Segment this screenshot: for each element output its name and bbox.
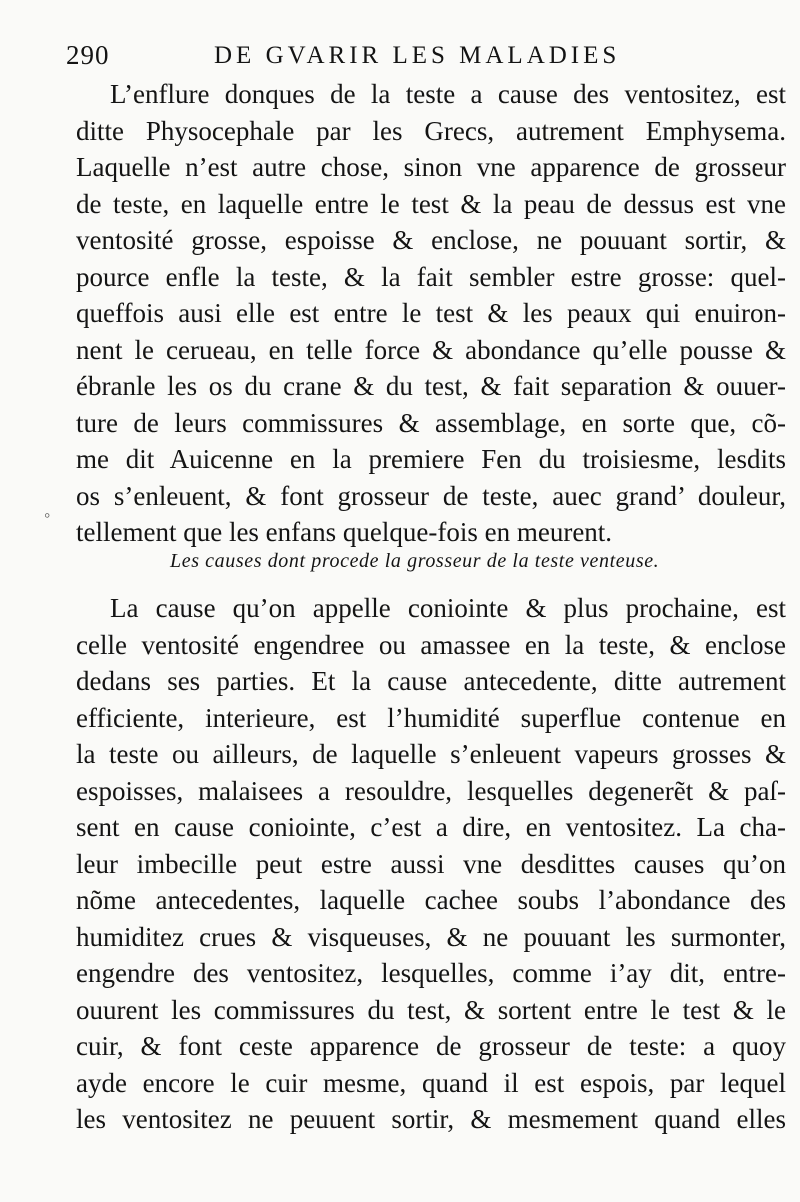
text-line: sent en cause coniointe, c’est a dire, en ventositez. La cha- [76,812,786,842]
text-line: os s’enleuent, & font grosseur de teste, auec grand’ douleur, [76,480,786,511]
text-line: ayde encore le cuir mesme, quand il est espois, par lequel [76,1067,786,1098]
text-line: efficiente, interieure, est l’humidité superflue contenue en [76,702,786,733]
text-line: la teste ou ailleurs, de laquelle s’enleuent vapeurs grosses & [76,739,786,769]
text-line: ventosité grosse, espoisse & enclose, ne pouuant sortir, & [76,225,786,255]
text-line: nent le cerueau, en telle force & abondance qu’elle pousse & [76,334,786,365]
paragraph-2 [76,590,786,1138]
page-number: 290 [66,40,110,70]
running-title: DE GVARIR LES MALADIES [214,42,621,69]
paragraph-1 [76,76,786,551]
text-line: cuir, & font ceste apparence de grosseur de teste: a quoy [76,1031,786,1061]
text-line: celle ventosité engendree ou amassee en la teste, & enclose [76,629,786,660]
page-header [66,40,796,76]
text-line: L’enflure donques de la teste a cause des ventositez, est [110,79,786,109]
text-line: nõme antecedentes, laquelle cachee soubs l’abondance des [76,885,786,915]
text-line: humiditez crues & visqueuses, & ne pouuant les surmonter, [76,921,786,952]
text-line: Laquelle n’est autre chose, sinon vne apparence de grosseur [76,152,786,182]
text-line: de teste, en laquelle entre le test & la peau de dessus est vne [76,188,786,219]
text-line: espoisses, malaisees a resouldre, lesquelles degenerẽt & paſ- [76,775,786,806]
text-line: ébranle les os du crane & du test, & fait separation & ouuer- [76,371,786,401]
text-line: ouurent les commissures du test, & sortent entre le test & le [76,994,786,1025]
text-line: La cause qu’on appelle coniointe & plus prochaine, est [110,593,786,623]
text-line: ture de leurs commissures & assemblage, en sorte que, cõ- [76,407,786,438]
section-subheading: Les causes dont procede la grosseur de la teste venteuse. [170,550,660,572]
text-line: les ventositez ne peuuent sortir, & mesmement quand elles [76,1104,786,1134]
text-line: engendre des ventositez, lesquelles, comme i’ay dit, entre- [76,958,786,988]
text-line: leur imbecille peut estre aussi vne desdittes causes qu’on [76,848,786,879]
text-line: me dit Auicenne en la premiere Fen du troisiesme, lesdits [76,444,786,474]
text-line: ditte Physocephale par les Grecs, autrement Emphysema. [76,115,786,146]
text-line: dedans ses parties. Et la cause antecedente, ditte autrement [76,666,786,696]
margin-mark: ◦ [44,505,51,525]
text-line: queffois ausi elle est entre le test & les peaux qui enuiron- [76,298,786,328]
text-line: pource enfle la teste, & la fait sembler estre grosse: quel- [76,261,786,292]
text-line: tellement que les enfans quelque-fois en meurent. [76,517,613,547]
